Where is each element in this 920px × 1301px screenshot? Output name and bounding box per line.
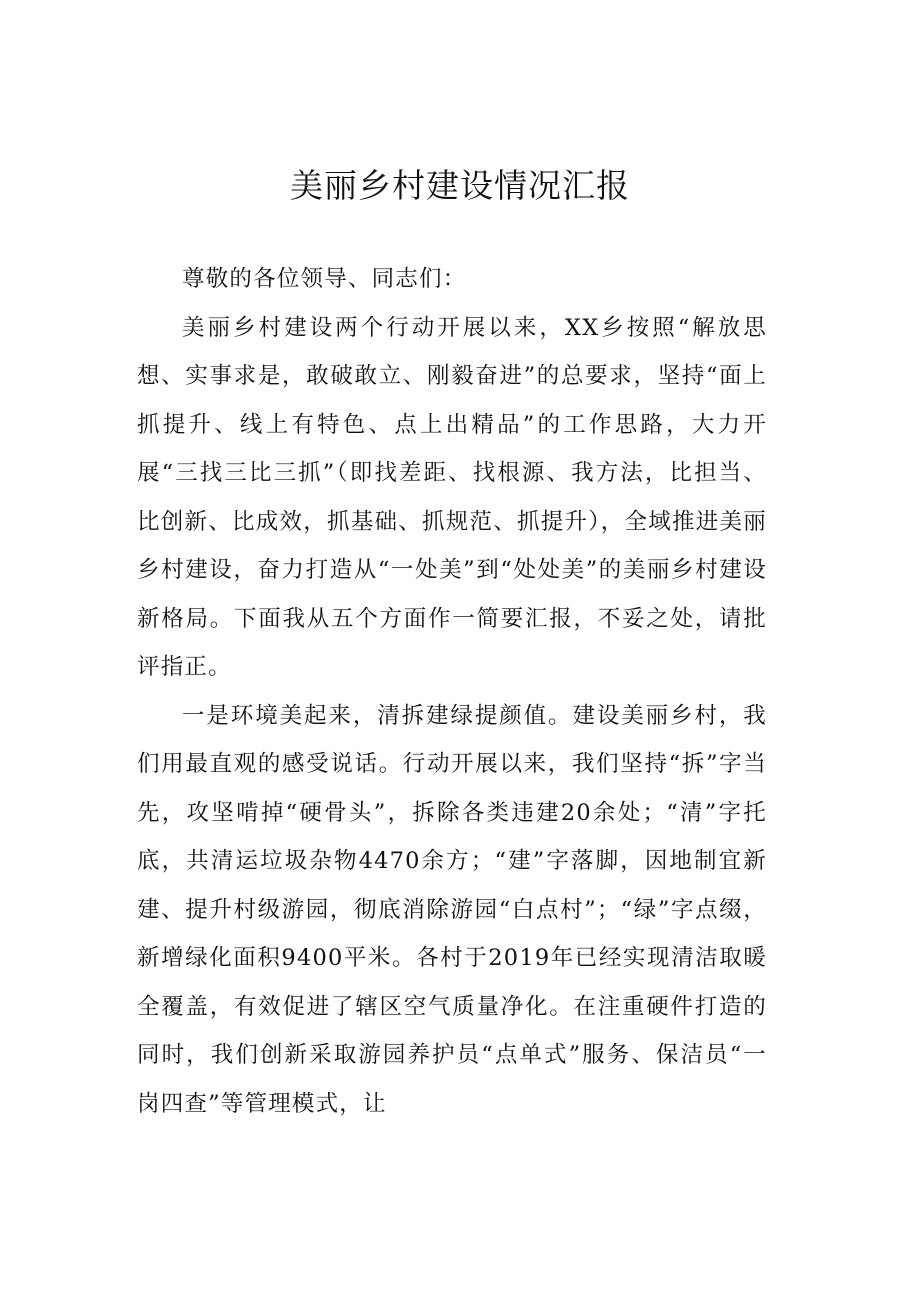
document-title: 美丽乡村建设情况汇报: [290, 166, 630, 205]
paragraph-intro: 美丽乡村建设两个行动开展以来，XX乡按照“解放思想、实事求是，敢破敢立、刚毅奋进”的总要求，坚持“面上抓提升、线上有特色、点上出精品”的工作思路，大力开展“三找三比三抓”（即找差距、找根源、我方法，比担当、比创新、比成效，抓基础、抓规范、抓提升），全域推进美丽乡村建设，奋力打造从“一处美”到“处处美”的美丽乡村建设新格局。下面我从五个方面作一简要汇报，不妥之处，请批评指正。: [137, 314, 767, 680]
document-body: [137, 255, 767, 1128]
paragraph-environment: 一是环境美起来，清拆建绿提颜值。建设美丽乡村，我们用最直观的感受说话。行动开展以来，我们坚持“拆”字当先，攻坚啃掉“硬骨头”，拆除各类违建20余处；“清”字托底，共清运垃圾杂物4470余方；“建”字落脚，因地制宜新建、提升村级游园，彻底消除游园“白点村”；“绿”字点缀，新增绿化面积9400平米。各村于2019年已经实现清洁取暖全覆盖，有效促进了辖区空气质量净化。在注重硬件打造的同时，我们创新采取游园养护员“点单式”服务、保洁员“一岗四查”等管理模式，让: [137, 702, 767, 1117]
salutation: 尊敬的各位领导、同志们：: [182, 266, 467, 292]
